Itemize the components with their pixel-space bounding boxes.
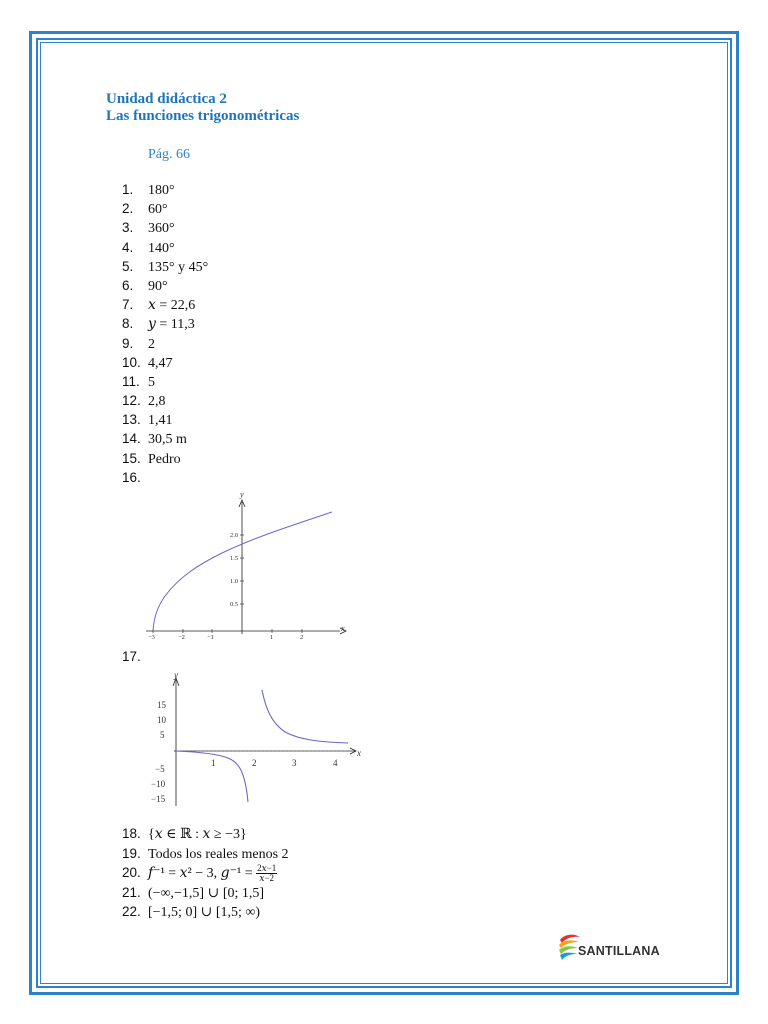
answer-item xyxy=(122,902,289,922)
unit-title: Unidad didáctica 2 xyxy=(106,91,227,107)
answer-text: 𝑥 = 22,6 xyxy=(148,298,196,314)
topic-title: Las funciones trigonométricas xyxy=(106,108,300,124)
answer-number: 7. xyxy=(122,297,134,313)
answer-item xyxy=(122,429,208,448)
answer-list xyxy=(122,180,208,487)
answer-item xyxy=(122,353,208,372)
x-tick-label: 1 xyxy=(211,758,216,768)
answer-number: 9. xyxy=(122,335,134,351)
y-tick-label: −10 xyxy=(151,779,166,789)
answer-item xyxy=(122,391,208,410)
answer-number: 12. xyxy=(122,393,141,409)
answer-text: [−1,5; 0] ∪ [1,5; ∞) xyxy=(148,905,261,921)
answer-item xyxy=(122,199,208,218)
answer-item xyxy=(122,863,289,883)
answer-text: 2 xyxy=(148,336,155,352)
y-axis-label: y xyxy=(174,670,178,680)
answer-item xyxy=(122,372,208,391)
answer-text: 180° xyxy=(148,183,175,198)
answer-number: 19. xyxy=(122,845,141,861)
graph-17 xyxy=(150,670,370,810)
answer-17-number: 17. xyxy=(122,649,141,664)
y-tick-label: 10 xyxy=(157,715,166,725)
answer-number: 3. xyxy=(122,220,134,236)
graph-16 xyxy=(140,486,360,642)
answer-item xyxy=(122,334,208,353)
answer-text: 𝑓⁻¹ = 𝑥² − 3, 𝑔⁻¹ = xyxy=(148,866,257,882)
answer-number: 14. xyxy=(122,431,141,447)
answer-number: 18. xyxy=(122,826,141,841)
answer-number: 11. xyxy=(122,373,140,389)
answer-text: Pedro xyxy=(148,451,181,467)
fraction xyxy=(256,864,277,883)
answer-number: 13. xyxy=(122,412,141,428)
answer-item xyxy=(122,180,208,199)
answer-item xyxy=(122,449,208,468)
y-axis-label: y xyxy=(240,490,244,499)
x-tick-label: −1 xyxy=(207,634,214,641)
answer-number: 10. xyxy=(122,354,141,370)
answer-number: 2. xyxy=(122,201,134,217)
answer-number: 22. xyxy=(122,904,141,920)
y-tick-label: 1.0 xyxy=(230,578,239,585)
y-tick-label: −5 xyxy=(155,764,165,774)
answer-text: 2,8 xyxy=(148,394,166,410)
y-tick-label: 0.5 xyxy=(230,601,239,608)
answer-item xyxy=(122,883,289,903)
answer-item xyxy=(122,824,289,844)
answer-text: 𝑦 = 11,3 xyxy=(148,317,195,333)
x-tick-label: 3 xyxy=(292,758,297,768)
y-tick-label: 15 xyxy=(157,700,166,710)
answer-text: 90° xyxy=(148,278,168,294)
santillana-logo-text: SANTILLANA xyxy=(578,944,660,958)
answer-item xyxy=(122,314,208,333)
curve-right-branch xyxy=(262,690,348,743)
x-axis-label: x xyxy=(357,748,361,758)
answer-number: 8. xyxy=(122,316,134,332)
answer-text: 1,41 xyxy=(148,413,173,429)
answer-number: 6. xyxy=(122,277,134,293)
page-title xyxy=(106,91,299,125)
x-tick-label: −3 xyxy=(148,634,155,641)
x-tick-label: −2 xyxy=(178,634,185,641)
answer-text: Todos los reales menos 2 xyxy=(148,846,289,862)
answer-item xyxy=(122,295,208,314)
y-tick-label: 5 xyxy=(160,730,165,740)
x-tick-label: 2 xyxy=(252,758,257,768)
answer-text: 5 xyxy=(148,374,155,390)
fraction-numerator: 2𝑥−1 xyxy=(257,863,277,874)
answer-item xyxy=(122,238,208,257)
page-reference: Pág. 66 xyxy=(148,147,190,162)
x-tick-label: 1 xyxy=(270,634,274,641)
y-tick-label: 1.5 xyxy=(230,555,239,562)
y-tick-label: 2.0 xyxy=(230,532,239,539)
answer-item xyxy=(122,844,289,864)
answer-text: 140° xyxy=(148,240,175,256)
answer-text: 60° xyxy=(148,202,168,218)
answer-item xyxy=(122,276,208,295)
answer-text: 4,47 xyxy=(148,355,173,371)
answer-text: 360° xyxy=(148,221,175,237)
x-tick-label: 4 xyxy=(333,758,338,768)
answer-number: 4. xyxy=(122,239,134,255)
answer-text: (−∞,−1,5] ∪ [0; 1,5] xyxy=(148,885,265,901)
answer-text: 30,5 m xyxy=(148,432,187,448)
x-tick-label: 2 xyxy=(300,634,304,641)
answer-item xyxy=(122,257,208,276)
answer-item xyxy=(122,468,208,487)
function-curve xyxy=(153,512,332,631)
answer-text: {𝑥 ∈ ℝ : 𝑥 ≥ −3} xyxy=(148,827,247,842)
answer-number: 15. xyxy=(122,450,141,466)
answer-item xyxy=(122,410,208,429)
y-tick-label: −15 xyxy=(151,794,166,804)
answer-number: 5. xyxy=(122,258,134,274)
x-axis-label: x xyxy=(341,624,345,633)
answer-number: 21. xyxy=(122,884,141,900)
answer-number: 16. xyxy=(122,469,141,485)
answer-list-b xyxy=(122,824,289,922)
answer-item xyxy=(122,218,208,237)
answer-number: 1. xyxy=(122,182,134,197)
answer-number: 20. xyxy=(122,865,141,881)
fraction-denominator: 𝑥−2 xyxy=(259,873,275,884)
answer-text: 135° y 45° xyxy=(148,259,209,275)
